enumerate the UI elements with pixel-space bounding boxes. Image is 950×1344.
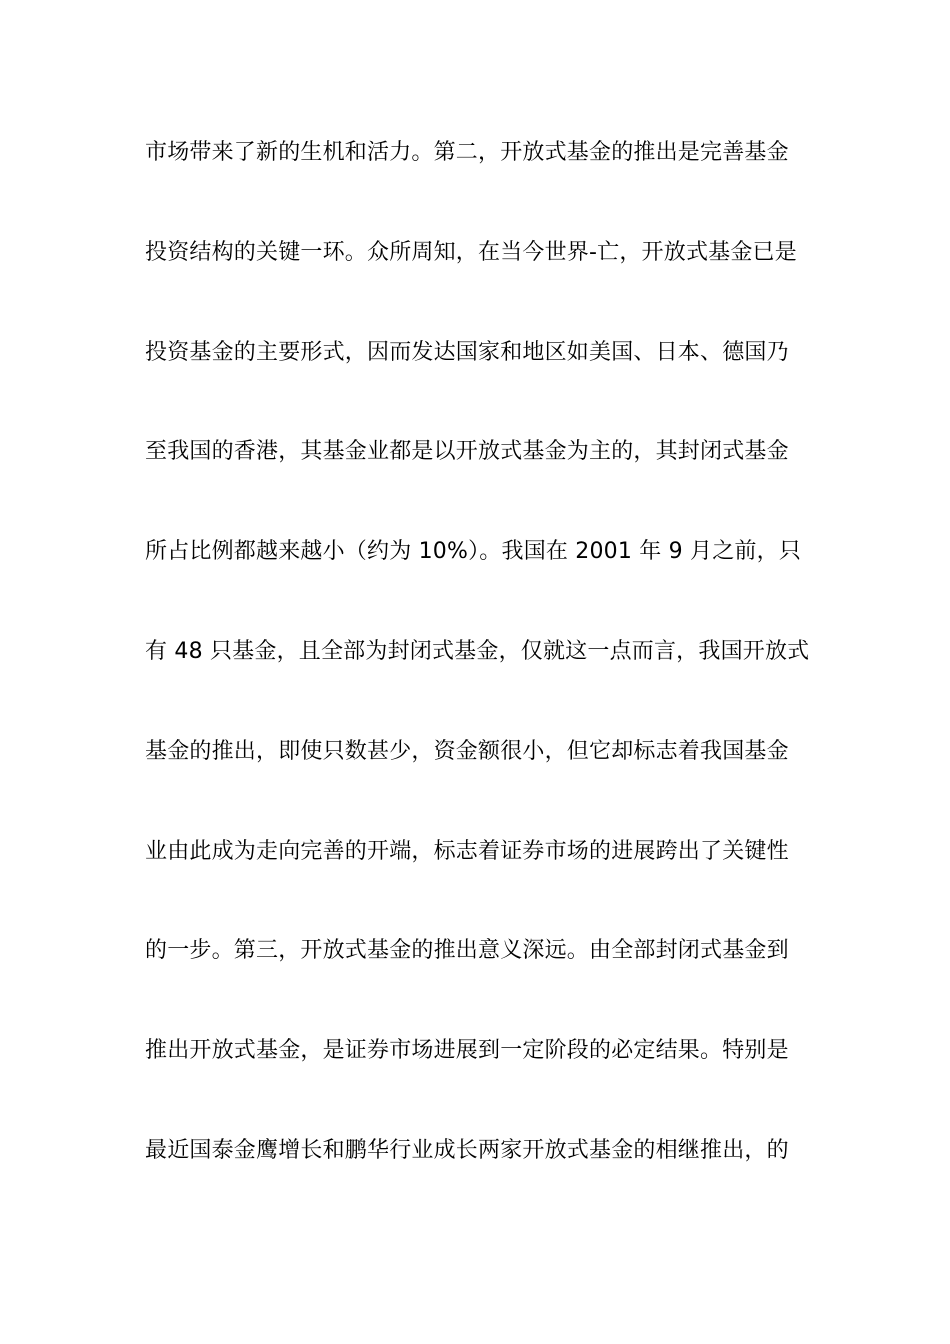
text-line: 投资基金的主要形式，因而发达国家和地区如美国、日本、德国乃	[145, 339, 789, 365]
text-line: 业由此成为走向完善的开端，标志着证券市场的进展跨出了关键性	[145, 838, 789, 864]
text-line: 投资结构的关键一环。众所周知，在当今世界-亡，开放式基金已是	[145, 239, 797, 265]
text-line: 所占比例都越来越小（约为 10%）。我国在 2001 年 9 月之前，只	[145, 539, 802, 565]
text-line: 基金的推出，即使只数甚少，资金额很小，但它却标志着我国基金	[145, 738, 789, 764]
text-line: 最近国泰金鹰增长和鹏华行业成长两家开放式基金的相继推出，的	[145, 1137, 789, 1163]
text-line: 有 48 只基金，且全部为封闭式基金，仅就这一点而言，我国开放式	[145, 638, 810, 664]
text-line: 市场带来了新的生机和活力。第二，开放式基金的推出是完善基金	[145, 140, 789, 165]
text-line: 推出开放式基金，是证券市场进展到一定阶段的必定结果。特别是	[145, 1038, 789, 1064]
body-text	[145, 133, 810, 1231]
text-line: 至我国的香港，其基金业都是以开放式基金为主的，其封闭式基金	[145, 439, 789, 465]
text-line: 的一步。第三，开放式基金的推出意义深远。由全部封闭式基金到	[145, 938, 789, 964]
